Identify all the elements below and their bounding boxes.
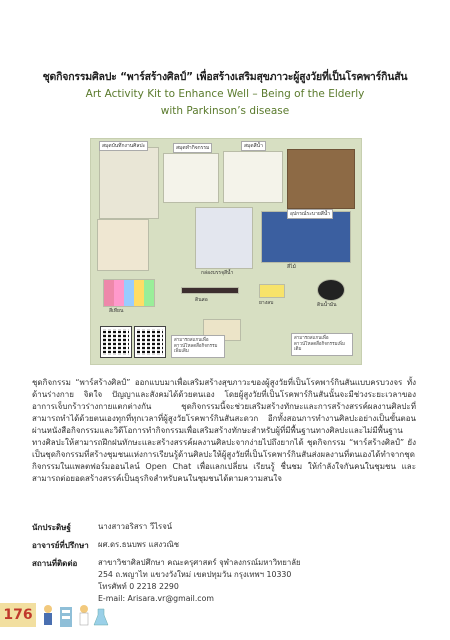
title-english-line2: with Parkinson’s disease [160,105,290,117]
body-paragraph: ชุดกิจกรรม “พาร์สร้างศิลป์” ออกแบบมาเพื่อเสริมสร้างสุขภาวะของผู้สูงวัยที่เป็นโรคพาร์กินสันแบบครบวงจร ทั้งด้านร่างกาย จิตใจ ปัญญาและสังคมได้ด้วยตนเอง โดยผู้สูงวัยที่เป็นโรคพาร์กินสันนั้นจะมีช่วงระยะเวลาของอาการเจ็บกร้าวร่างกายแตกต่างกัน ชุดกิจกรรมนี้จะช่วยเสริมสร้างทักษะและการสร้างสรรค์ผลงานศิลปะที่สามารถทำได้ด้วยตนเองทุกที่ทุกเวลาที่ผู้สูงวัยโรคพาร์กินสันสะดวก อีกทั้งสอนการทำงานศิลปะอย่างเป็นขั้นตอนผ่านหนังสือกิจกรรมและวิดีโอการทำกิจกรรมเพื่อเสริมสร้างทักษะสำหรับผู้ที่มีพื้นฐานทางศิลปะและไม่มีพื้นฐานทางศิลปะให้สามารถฝึกฝนทักษะและสร้างสรรค์ผลงานศิลปะจากง่ายไปถึงยากได้ ชุดกิจกรรม “พาร์สร้างศิลป์” ยังเป็นชุดกิจกรรมที่สร้างชุมชนแห่งการเรียนรู้ด้านศิลปะให้ผู้สูงวัยที่เป็นโรคพาร์กินสันส่งผลงานที่ตนเองได้ทำจากชุดกิจกรรมในแพลตฟอร์มออนไลน์ Open Chat เพื่อแลกเปลี่ยน เรียนรู้ ชื่นชม ให้กำลังใจกันคนในชุมชน และสามารถต่อยอดสร้างสรรค์เป็นธุรกิจสำหรับคนในชุมชนได้ตามความสนใจ [32,378,416,483]
figure-cabinet-icon [60,607,72,627]
tag-paint-supplies: อุปกรณ์ระบายสีน้ำ [287,209,333,219]
watercolor-book [223,151,283,203]
contact-line1: สาขาวิชาศิลปศึกษา คณะครุศาสตร์ จุฬาลงกรณ์มหาวิทยาลัย [98,558,301,567]
tag-activity-book: สมุดทำกิจกรรม [173,143,212,153]
caption-box: กล่องบรรจุสีน้ำ [201,270,234,276]
qr-note: สามารถสแกนเพื่อดาวน์โหลดสื่อกิจกรรมเพิ่มเติม [171,335,225,358]
art-notebook [99,147,159,219]
contact-phone: โทรศัพท์ 0 2218 2290 [98,582,179,591]
caption-crayon: สีเทียน [109,308,124,314]
advisor-label: อาจารย์ที่ปรึกษา [32,541,89,550]
page-title-thai: ชุดกิจกรรมศิลปะ “พาร์สร้างศิลป์” เพื่อสร้างเสริมสุขภาวะผู้สูงวัยที่เป็นโรคพาร์กินสัน [42,71,408,83]
inventor-label: นักประดิษฐ์ [32,523,71,532]
tag-watercolor-book: สมุดสีน้ำ [241,141,266,151]
caption-pencil: ดินสอ [195,297,208,303]
activity-book [163,153,219,203]
tag-art-notebook: สมุดบันทึกงานศิลปะ [99,141,148,151]
inventor-value: นางสาวอริสรา วีไรจน์ [98,522,173,531]
crayon-set [103,279,155,307]
pencil [181,287,239,294]
figure-flask-icon [94,609,108,625]
clay [317,279,345,301]
caption-colored-pencil: สีไม้ [287,264,296,270]
title-english-line1: Art Activity Kit to Enhance Well – Being of the Elderly [85,88,365,100]
caption-eraser: ยางลบ [259,300,274,306]
contact-address [98,557,301,605]
decor-figures [40,603,120,629]
caption-clay: ดินน้ำมัน [317,302,337,308]
qr-note-right: สามารถสแกนเพื่อดาวน์โหลดสื่อกิจกรรมเพิ่มเติม [291,333,353,356]
contact-line2: 254 ถ.พญาไท แขวงวังใหม่ เขตปทุมวัน กรุงเทพฯ 10330 [98,570,292,579]
eraser [259,284,285,298]
figure-scientist-icon [80,605,88,625]
qr-code-left [101,327,131,357]
paint-case [287,149,355,209]
color-box [195,207,253,269]
qr-code-middle [135,327,165,357]
contact-label: สถานที่ติดต่อ [32,559,78,568]
product-photo [90,138,362,365]
page-title-english [20,86,430,120]
figure-person-icon [44,605,52,625]
contact-email: E-mail: Arisara.vr@gmail.com [98,594,214,603]
page-number: 176 [0,603,36,627]
paper-sheet [97,219,149,271]
advisor-value: ผศ.ดร.ธนบพร แสงวณิช [98,540,180,549]
